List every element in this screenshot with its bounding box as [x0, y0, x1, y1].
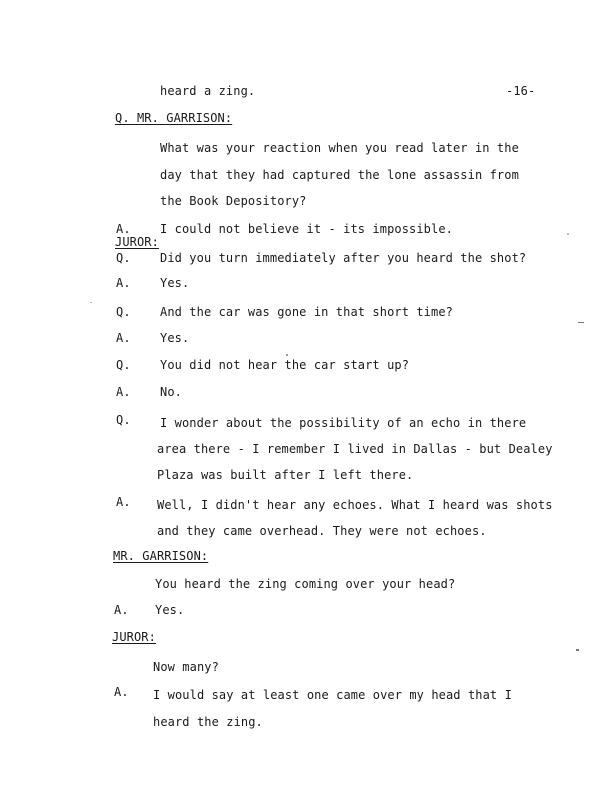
scan-speck: [576, 649, 579, 651]
speaker-heading-juror: JUROR:: [115, 235, 159, 249]
speaker-heading-garrison: Q. MR. GARRISON:: [115, 111, 233, 125]
scan-speck: [90, 302, 92, 303]
question-text: And the car was gone in that short time?: [160, 305, 453, 319]
question-marker: Q.: [116, 413, 131, 427]
question-marker: Q.: [116, 251, 131, 265]
answer-text: Yes.: [155, 603, 185, 617]
question-text: What was your reaction when you read later in the: [160, 141, 519, 155]
answer-text: and they came overhead. They were not echoes.: [157, 524, 487, 538]
answer-text: Well, I didn't hear any echoes. What I heard was shots: [157, 498, 553, 512]
question-text: the Book Depository?: [160, 194, 307, 208]
question-text: Did you turn immediately after you heard the shot?: [160, 251, 527, 265]
continuation-line: heard a zing.: [160, 84, 256, 98]
answer-text: Yes.: [160, 331, 190, 345]
answer-text: I could not believe it - its impossible.: [160, 222, 453, 236]
scan-speck: [286, 354, 288, 356]
scan-speck: [567, 233, 569, 235]
answer-marker: A.: [114, 603, 129, 617]
answer-text: I would say at least one came over my head that I: [153, 688, 512, 702]
answer-text: Yes.: [160, 276, 190, 290]
answer-text: heard the zing.: [153, 715, 263, 729]
question-text: I wonder about the possibility of an echo in there: [160, 416, 527, 430]
answer-marker: A.: [114, 685, 129, 699]
answer-marker: A.: [116, 495, 131, 509]
answer-marker: A.: [116, 385, 131, 399]
question-text: Plaza was built after I left there.: [157, 468, 414, 482]
question-text: You heard the zing coming over your head?: [155, 577, 456, 591]
question-text: day that they had captured the lone assassin from: [160, 168, 519, 182]
speaker-heading-garrison: MR. GARRISON:: [113, 549, 209, 563]
answer-marker: A.: [116, 331, 131, 345]
question-text: area there - I remember I lived in Dallas - but Dealey: [157, 442, 553, 456]
answer-text: No.: [160, 385, 182, 399]
answer-marker: A.: [116, 276, 131, 290]
question-marker: Q.: [116, 358, 131, 372]
scan-speck: [578, 322, 584, 323]
question-text: You did not hear the car start up?: [160, 358, 410, 372]
page-number: -16-: [506, 84, 536, 98]
speaker-heading-juror: JUROR:: [112, 630, 156, 644]
answer-marker: A.: [116, 222, 131, 236]
question-text: Now many?: [153, 660, 219, 674]
question-marker: Q.: [116, 305, 131, 319]
